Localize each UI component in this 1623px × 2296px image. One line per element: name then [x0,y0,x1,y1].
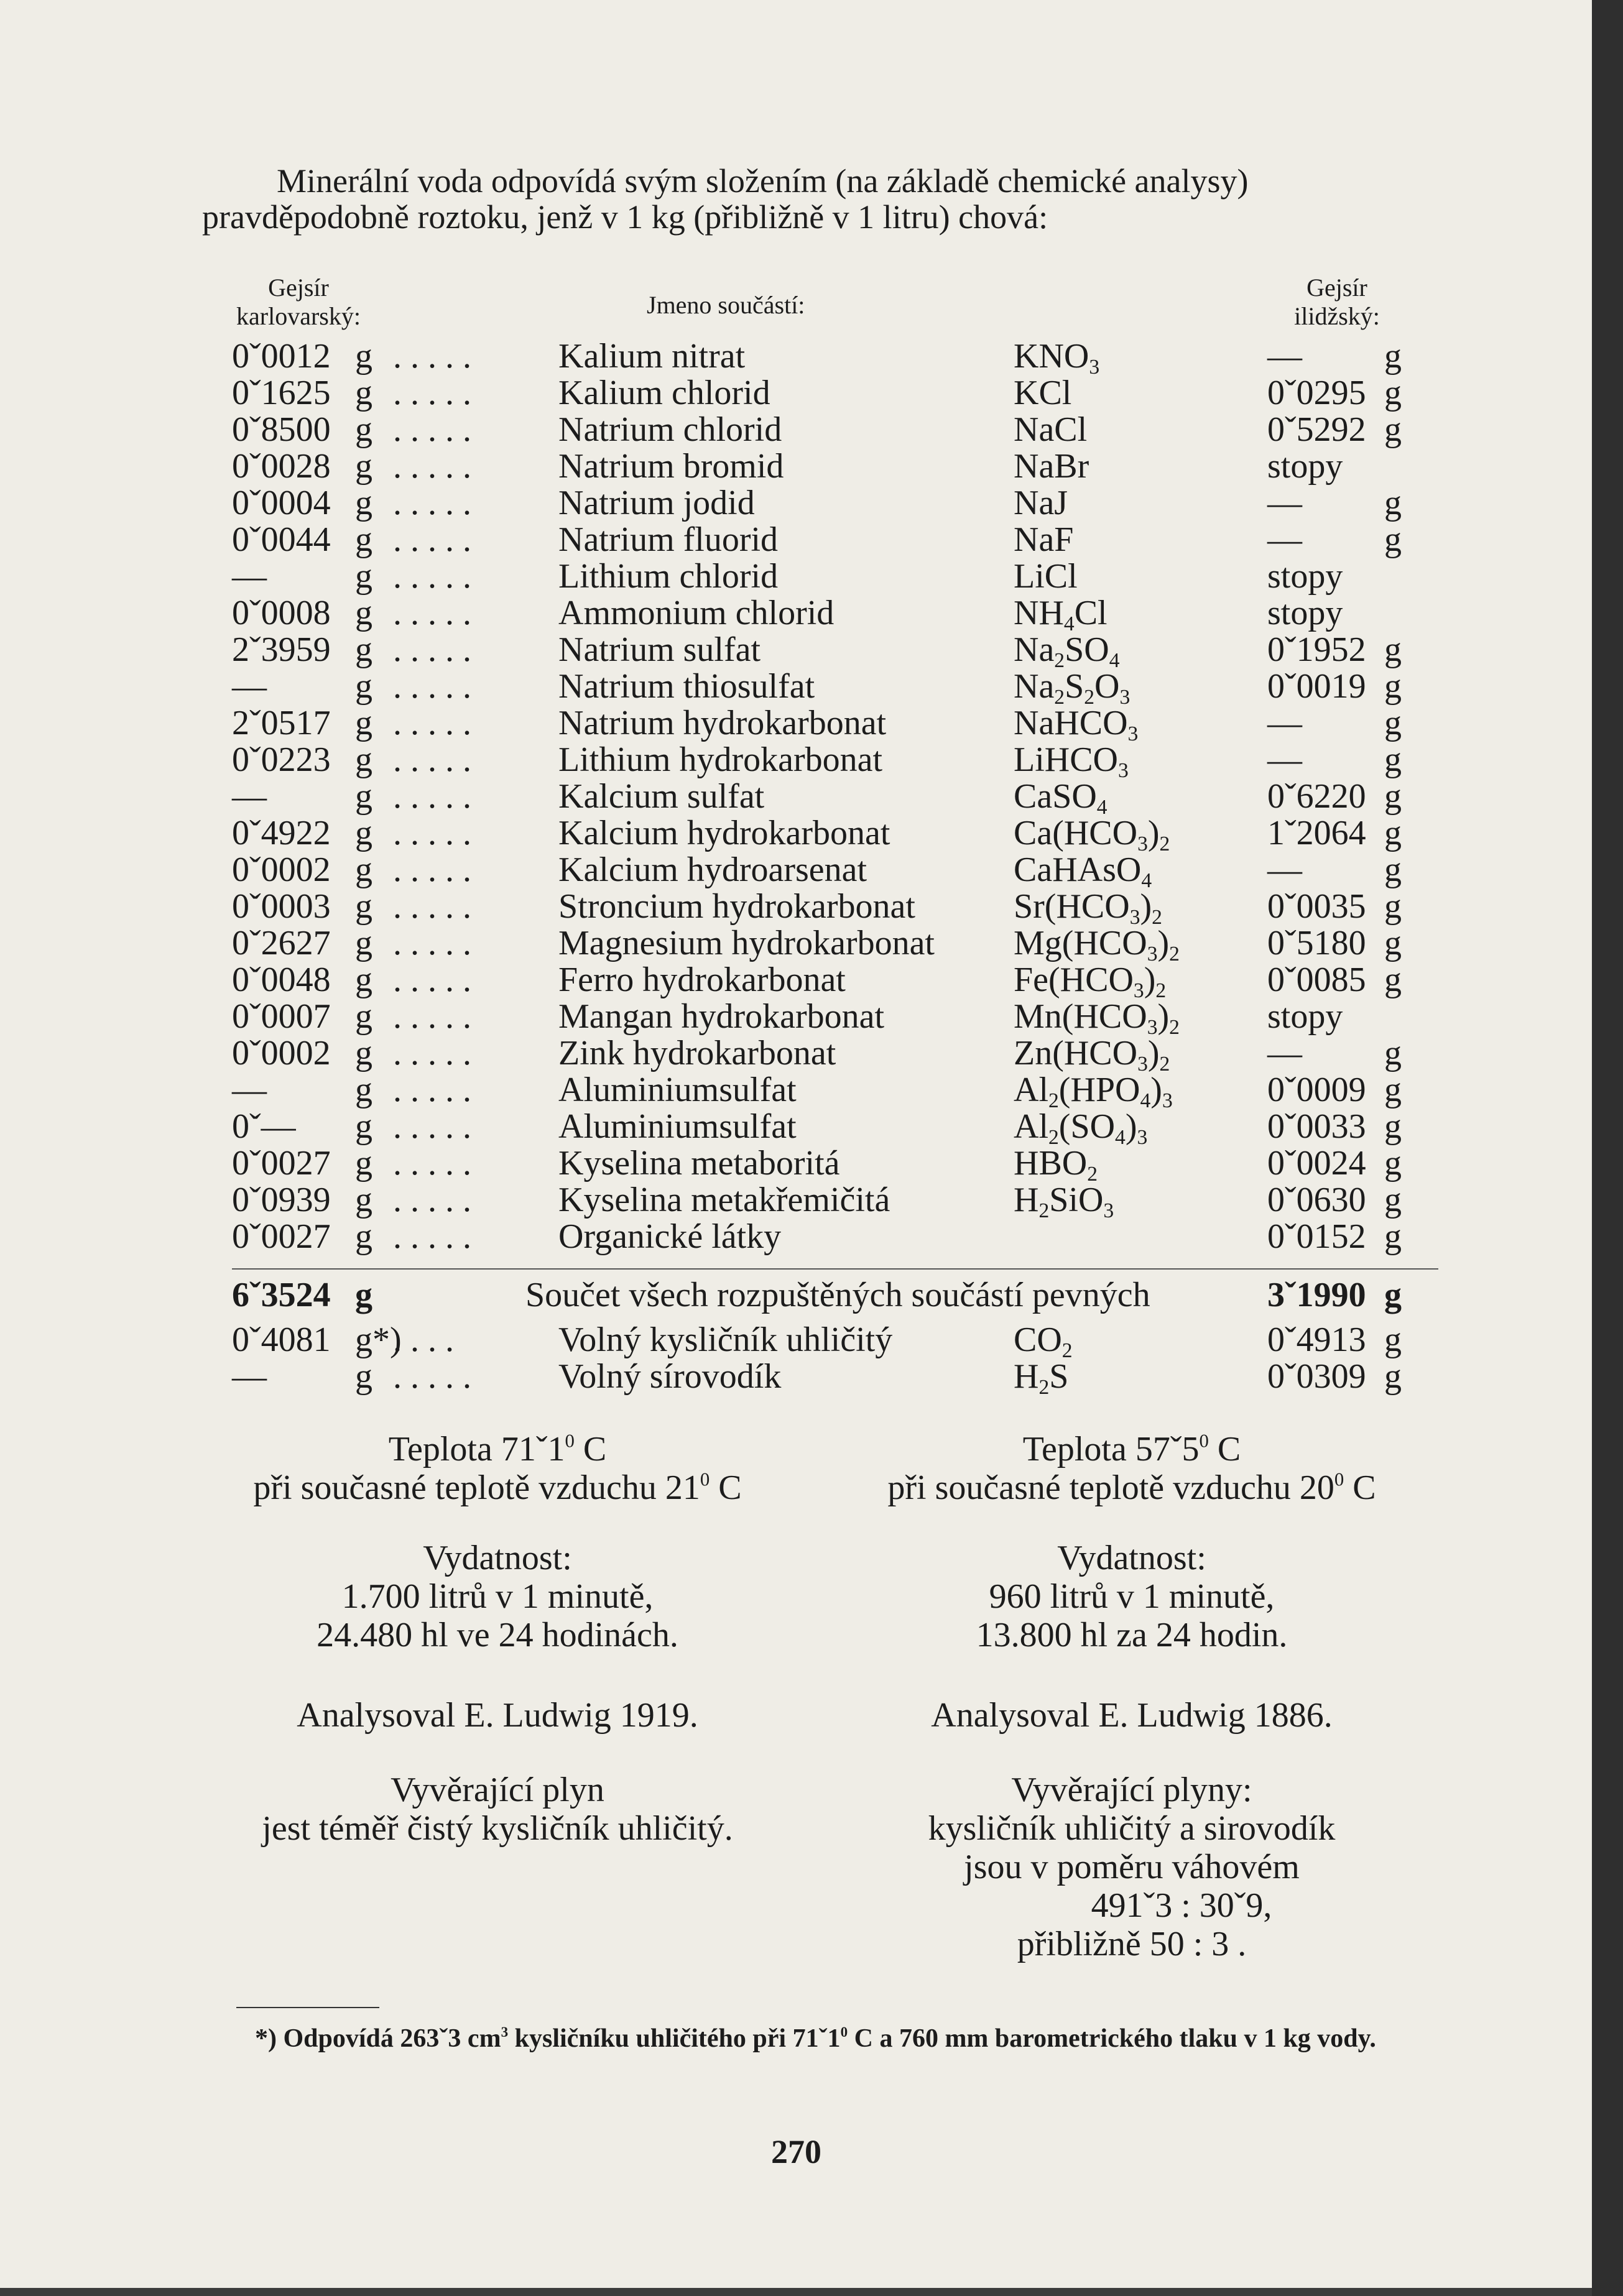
component-leader-dots: ..... [393,337,480,376]
karlovy-yield-title: Vydatnost: [423,1539,572,1577]
component-unit-right: g [1384,704,1402,742]
footnote: *) Odpovídá 263ˇ3 $cm^3$ kysličníku uhličitého při $71ˇ1^0$ C a 760 mm barometrického tlaku v 1 kg vody. [255,2023,1376,2053]
component-unit-left: g [355,337,372,376]
component-formula: $Mg(HCO_3)_2$ [1014,924,1180,966]
component-formula: NaF [1014,520,1074,559]
component-row [0,522,1492,558]
component-unit-right: g [1384,777,1402,816]
karlovy-yield [187,1539,808,1654]
karlovy-yield-line2: 24.480 hl ve 24 hodinách. [317,1616,678,1654]
component-value-karlovarsky: — [232,557,267,596]
component-component-name: Kalium nitrat [558,337,746,376]
component-leader-dots: ..... [393,1071,480,1109]
component-unit-right: g [1384,1034,1402,1072]
component-component-name: Kalcium hydroarsenat [558,851,867,889]
gas-unit-left: g [355,1357,372,1396]
ilidza-gas-line2: jsou v poměru váhovém [964,1848,1300,1886]
component-component-name: Aluminiumsulfat [558,1107,797,1146]
component-formula: $Al_2(HPO_4)_3$ [1014,1071,1173,1113]
component-value-karlovarsky: 0ˇ2627 [232,924,331,962]
karlovy-yield-line1: 1.700 litrů v 1 minutě, [341,1577,654,1616]
component-unit-left: g [355,410,372,449]
component-unit-left: g [355,740,372,779]
component-formula: $Ca(HCO_3)_2$ [1014,814,1170,856]
component-unit-right: g [1384,814,1402,852]
component-unit-left: g [355,594,372,632]
component-leader-dots: ..... [393,740,480,779]
gas-unit-left: g*) [355,1321,402,1359]
component-unit-left: g [355,1071,372,1109]
component-leader-dots: ..... [393,667,480,706]
component-value-ilidzsky: stopy [1267,997,1343,1036]
component-leader-dots: ..... [393,1217,480,1256]
component-value-ilidzsky: 0ˇ0152 [1267,1217,1366,1256]
gas-formula: $H_2S$ [1014,1357,1069,1399]
component-component-name: Organické látky [558,1217,782,1256]
component-row [0,924,1492,966]
gas-value-karlovarsky: 0ˇ4081 [232,1321,331,1359]
component-value-ilidzsky: 0ˇ5292 [1267,410,1366,449]
component-leader-dots: ..... [393,1107,480,1146]
ilidza-gas [821,1771,1443,1963]
page-edge [1592,0,1623,2296]
component-row [0,1034,1492,1076]
component-formula: NaCl [1014,410,1088,449]
component-formula: $NH_4Cl$ [1014,594,1107,636]
component-unit-left: g [355,1144,372,1183]
component-unit-left: g [355,1217,372,1256]
component-leader-dots: ..... [393,1144,480,1183]
component-value-karlovarsky: 0ˇ0004 [232,484,331,522]
component-formula: NaJ [1014,484,1068,522]
component-formula: $KNO_3$ [1014,337,1100,379]
ilidza-yield-line1: 960 litrů v 1 minutě, [989,1577,1275,1616]
component-value-ilidzsky: 0ˇ5180 [1267,924,1366,962]
component-value-ilidzsky: 0ˇ6220 [1267,777,1366,816]
component-formula: LiHCO$_3$ [1014,740,1129,783]
gas-component-name: Volný kysličník uhličitý [558,1321,893,1359]
component-value-ilidzsky: 0ˇ0085 [1267,961,1366,999]
ilidza-gas-line1: kysličník uhličitý a sirovodík [928,1809,1336,1848]
ilidza-yield-title: Vydatnost: [1057,1539,1206,1577]
component-unit-right: g [1384,740,1402,779]
component-value-ilidzsky: 0ˇ0295 [1267,374,1366,412]
component-unit-left: g [355,997,372,1036]
component-component-name: Magnesium hydrokarbonat [558,924,935,962]
component-unit-left: g [355,777,372,816]
component-leader-dots: ..... [393,777,480,816]
component-value-ilidzsky: 0ˇ0035 [1267,887,1366,926]
component-row [0,337,1492,379]
component-value-karlovarsky: 0ˇ0044 [232,520,331,559]
component-component-name: Lithium chlorid [558,557,779,596]
component-component-name: Natrium bromid [558,447,784,486]
header-right-line2: ilidžský: [1294,302,1380,330]
component-formula: $Na_2S_2O_3$ [1014,667,1131,709]
component-formula: $Mn(HCO_3)_2$ [1014,997,1180,1040]
sum-row [0,1277,1492,1314]
page-number: 270 [771,2133,821,2170]
karlovy-gas-title: Vyvěrající plyn [391,1771,604,1809]
component-row [0,1071,1492,1113]
component-unit-right: g [1384,667,1402,706]
component-unit-left: g [355,851,372,889]
component-unit-left: g [355,557,372,596]
header-left-line2: karlovarský: [236,302,361,330]
ilidza-gas-ratio: 491ˇ3 : 30ˇ9, [1091,1886,1272,1925]
ilidza-temp-line2: při současné teplotě vzduchu $20^0$ C [887,1468,1376,1507]
component-formula: KCl [1014,374,1072,412]
component-unit-left: g [355,924,372,962]
component-value-ilidzsky: — [1267,851,1302,889]
ilidza-gas-approx: přibližně 50 : 3 . [1017,1925,1247,1963]
component-leader-dots: ..... [393,814,480,852]
component-leader-dots: ..... [393,1181,480,1219]
component-formula: $H_2SiO_3$ [1014,1181,1114,1223]
gas-leader-dots: ..... [393,1357,480,1396]
component-value-ilidzsky: stopy [1267,557,1343,596]
component-component-name: Stroncium hydrokarbonat [558,887,915,926]
component-formula: NaHCO$_3$ [1014,704,1139,746]
component-value-ilidzsky: — [1267,484,1302,522]
component-row [0,558,1492,595]
ilidza-temp-line1: Teplota $57ˇ5^0$ C [1022,1430,1241,1468]
footnote-rule [236,2007,379,2008]
component-component-name: Natrium chlorid [558,410,782,449]
component-leader-dots: ..... [393,557,480,596]
component-value-karlovarsky: 0ˇ0028 [232,447,331,486]
gas-formula: $CO_2$ [1014,1321,1073,1363]
component-value-karlovarsky: — [232,777,267,816]
component-component-name: Kalcium sulfat [558,777,765,816]
component-value-karlovarsky: 0ˇ4922 [232,814,331,852]
component-value-karlovarsky: 2ˇ3959 [232,630,331,669]
component-unit-right: g [1384,374,1402,412]
component-component-name: Natrium thiosulfat [558,667,815,706]
component-row [0,740,1492,783]
header-left-line1: Gejsír [268,274,329,302]
component-unit-right: g [1384,1181,1402,1219]
component-leader-dots: ..... [393,410,480,449]
gas-value-ilidzsky: 0ˇ0309 [1267,1357,1366,1396]
component-unit-left: g [355,484,372,522]
sum-unit-left: g [355,1276,372,1314]
gas-row [0,1321,1492,1363]
component-unit-left: g [355,630,372,669]
gas-value-ilidzsky: 0ˇ4913 [1267,1321,1366,1359]
component-component-name: Natrium fluorid [558,520,779,559]
component-unit-right: g [1384,410,1402,449]
sum-ilidzsky: 3ˇ1990 [1267,1276,1366,1314]
component-leader-dots: ..... [393,484,480,522]
component-formula: $HBO_2$ [1014,1144,1098,1186]
component-value-ilidzsky: stopy [1267,594,1343,632]
component-unit-right: g [1384,1217,1402,1256]
component-unit-right: g [1384,887,1402,926]
component-value-karlovarsky: 0ˇ0002 [232,851,331,889]
component-leader-dots: ..... [393,1034,480,1072]
component-unit-right: g [1384,1144,1402,1183]
component-value-karlovarsky: 0ˇ0027 [232,1144,331,1183]
component-formula: $Fe(HCO_3)_2$ [1014,961,1167,1003]
component-value-karlovarsky: 0ˇ8500 [232,410,331,449]
component-value-ilidzsky: 0ˇ0024 [1267,1144,1366,1183]
component-value-karlovarsky: — [232,1071,267,1109]
gas-unit-right: g [1384,1357,1402,1396]
ilidza-gas-title: Vyvěrající plyny: [1011,1771,1252,1809]
component-unit-right: g [1384,851,1402,889]
component-leader-dots: ..... [393,520,480,559]
component-unit-right: g [1384,520,1402,559]
component-value-ilidzsky: 0ˇ0033 [1267,1107,1366,1146]
component-unit-right: g [1384,1107,1402,1146]
component-unit-left: g [355,704,372,742]
component-component-name: Kalcium hydrokarbonat [558,814,890,852]
component-value-karlovarsky: 0ˇ0012 [232,337,331,376]
component-value-karlovarsky: 0ˇ0002 [232,1034,331,1072]
gas-value-karlovarsky: — [232,1357,267,1396]
component-formula: $Al_2(SO_4)_3$ [1014,1107,1148,1150]
intro-line-2: pravděpodobně roztoku, jenž v 1 kg (přibližně v 1 litru) chová: [202,198,1048,236]
component-row [0,961,1492,1003]
gas-unit-right: g [1384,1321,1402,1359]
component-unit-left: g [355,887,372,926]
component-value-ilidzsky: 1ˇ2064 [1267,814,1366,852]
component-row [0,485,1492,522]
component-unit-left: g [355,961,372,999]
component-leader-dots: ..... [393,630,480,669]
component-value-ilidzsky: — [1267,1034,1302,1072]
component-component-name: Zink hydrokarbonat [558,1034,836,1072]
component-value-ilidzsky: 0ˇ1952 [1267,630,1366,669]
component-row [0,667,1492,709]
component-leader-dots: ..... [393,851,480,889]
component-row [0,887,1492,929]
component-formula: $Zn(HCO_3)_2$ [1014,1034,1170,1076]
header-jmeno: Jmeno součástí: [647,291,805,319]
component-value-ilidzsky: 0ˇ0009 [1267,1071,1366,1109]
component-unit-right: g [1384,337,1402,376]
sum-karlovarsky: 6ˇ3524 [232,1276,331,1314]
component-value-ilidzsky: 0ˇ0630 [1267,1181,1366,1219]
gas-row [0,1357,1492,1399]
table-rule [232,1268,1438,1270]
karlovy-temperature [187,1430,808,1507]
component-value-karlovarsky: 0ˇ0007 [232,997,331,1036]
component-leader-dots: ..... [393,594,480,632]
component-row [0,997,1492,1040]
header-ilidzsky [1269,274,1405,331]
component-unit-right: g [1384,1071,1402,1109]
header-karlovarsky [215,274,382,331]
component-value-karlovarsky: 0ˇ0027 [232,1217,331,1256]
component-component-name: Aluminiumsulfat [558,1071,797,1109]
component-unit-left: g [355,667,372,706]
component-component-name: Mangan hydrokarbonat [558,997,885,1036]
component-value-karlovarsky: 0ˇ1625 [232,374,331,412]
component-formula: NaBr [1014,447,1089,486]
component-unit-right: g [1384,961,1402,999]
component-component-name: Kyselina metaboritá [558,1144,840,1183]
component-leader-dots: ..... [393,374,480,412]
component-value-ilidzsky: — [1267,520,1302,559]
component-value-ilidzsky: — [1267,337,1302,376]
component-leader-dots: ..... [393,997,480,1036]
component-leader-dots: ..... [393,924,480,962]
component-value-karlovarsky: — [232,667,267,706]
component-component-name: Ferro hydrokarbonat [558,961,846,999]
component-unit-left: g [355,447,372,486]
component-value-karlovarsky: 0ˇ0223 [232,740,331,779]
component-leader-dots: ..... [393,961,480,999]
ilidza-analysis: Analysoval E. Ludwig 1886. [931,1696,1333,1735]
component-unit-right: g [1384,484,1402,522]
component-value-ilidzsky: 0ˇ0019 [1267,667,1366,706]
component-row [0,704,1492,746]
component-row [0,1107,1492,1150]
component-value-karlovarsky: 0ˇ— [232,1107,296,1146]
header-right-line1: Gejsír [1306,274,1367,302]
component-value-ilidzsky: — [1267,740,1302,779]
karlovy-temp-line2: při současné teplotě vzduchu $21^0$ C [253,1468,742,1507]
component-unit-left: g [355,1034,372,1072]
component-formula: CaSO$_4$ [1014,777,1107,819]
component-unit-left: g [355,374,372,412]
component-value-ilidzsky: — [1267,704,1302,742]
component-row [0,630,1492,673]
component-unit-right: g [1384,924,1402,962]
component-formula: $Na_2SO_4$ [1014,630,1120,673]
karlovy-gas [187,1771,808,1848]
sum-unit-right: g [1384,1276,1402,1314]
component-row [0,412,1492,448]
component-leader-dots: ..... [393,887,480,926]
component-component-name: Natrium jodid [558,484,755,522]
component-row [0,448,1492,485]
component-leader-dots: ..... [393,447,480,486]
component-value-karlovarsky: 2ˇ0517 [232,704,331,742]
gas-leader-dots: .... [393,1321,463,1359]
component-unit-right: g [1384,630,1402,669]
ilidza-yield [821,1539,1443,1654]
karlovy-gas-text: jest téměř čistý kysličník uhličitý. [262,1809,733,1848]
sum-label: Součet všech rozpuštěných součástí pevných [525,1276,1150,1314]
karlovy-temp-line1: Teplota $71ˇ1^0$ C [388,1430,607,1468]
component-row [0,777,1492,819]
component-formula: CaHAsO$_4$ [1014,851,1152,893]
component-row [0,1219,1492,1255]
component-row [0,814,1492,856]
component-value-karlovarsky: 0ˇ0008 [232,594,331,632]
component-value-karlovarsky: 0ˇ0048 [232,961,331,999]
component-component-name: Lithium hydrokarbonat [558,740,883,779]
component-unit-left: g [355,1107,372,1146]
component-row [0,375,1492,412]
component-component-name: Natrium sulfat [558,630,761,669]
component-value-ilidzsky: stopy [1267,447,1343,486]
component-value-karlovarsky: 0ˇ0939 [232,1181,331,1219]
component-unit-left: g [355,1181,372,1219]
component-leader-dots: ..... [393,704,480,742]
karlovy-analysis: Analysoval E. Ludwig 1919. [297,1696,698,1735]
component-row [0,594,1492,636]
ilidza-temperature [821,1430,1443,1507]
component-component-name: Natrium hydrokarbonat [558,704,887,742]
intro-line-1: Minerální voda odpovídá svým složením (na základě chemické analysy) [277,162,1249,200]
component-component-name: Ammonium chlorid [558,594,835,632]
component-formula: LiCl [1014,557,1078,596]
component-row [0,1144,1492,1186]
component-unit-left: g [355,814,372,852]
component-unit-left: g [355,520,372,559]
ilidza-yield-line2: 13.800 hl za 24 hodin. [976,1616,1288,1654]
component-row [0,851,1492,893]
component-component-name: Kalium chlorid [558,374,770,412]
component-value-karlovarsky: 0ˇ0003 [232,887,331,926]
component-row [0,1181,1492,1223]
component-formula: $Sr(HCO_3)_2$ [1014,887,1162,929]
gas-component-name: Volný sírovodík [558,1357,782,1396]
component-component-name: Kyselina metakřemičitá [558,1181,890,1219]
